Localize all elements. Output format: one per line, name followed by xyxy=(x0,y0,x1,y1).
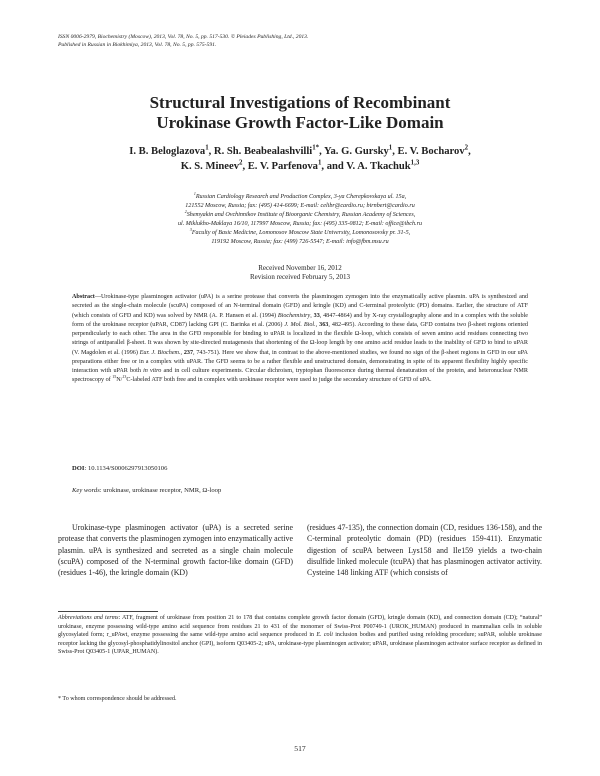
author-name: K. S. Mineev xyxy=(180,161,239,172)
header-line-2: Published in Russian in Biokhimiya, 2013, Vol. 78, No. 5, pp. 575-591. xyxy=(58,42,217,48)
author-list xyxy=(60,144,540,174)
keywords xyxy=(72,486,221,495)
header-line-1: ISSN 0006-2979, Biochemistry (Moscow), 2013, Vol. 78, No. 5, pp. 517-530. © Pleiades Publishing, Ltd., 2013. xyxy=(58,34,309,40)
author-sup: 1 xyxy=(205,144,209,152)
author-line-2: K. S. Mineev$^2$, E. V. Parfenova$^1$, and V. A. Tkachuk$^{1,3}$ xyxy=(180,159,420,172)
body-column-left: Urokinase-type plasminogen activator (uPA) is a secreted serine protease that converts the plasminogen zymogen into enzymatically active plasmin. uPA is synthesized and secreted as a single chain molecule (scuPA) composed of the N-terminal growth factor-like domain (GFD) (residues 1-46), the kringle domain (KD) xyxy=(58,523,293,578)
correspondence-note: * To whom correspondence should be addressed. xyxy=(58,696,177,702)
author-name: Ya. G. Gursky xyxy=(324,146,389,157)
abstract: Abstract—Urokinase-type plasminogen activator (uPA) is a serine protease that converts the plasminogen zymogen into the enzymatically active plasmin. uPA is synthesized and secreted as the single-chain molecule (scuPA) composed of an N-terminal domain (GFD) and kringle (KD) and C-terminal proteolytic (PD) domains. Earlier, the structure of ATF (which consists of GFD and KD) was solved by NMR (A. P. Hansen et al. (1994) Biochemistry, 33, 4847-4864) and by X-ray crystallography alone and in a complex with the soluble form of the urokinase receptor (uPAR, CD87) lacking GPI (C. Barinka et al. (2006) J. Mol. Biol., 363, 482-495). According to these data, GFD contains two β-sheet regions oriented perpendicularly to each other. The area in the GFD responsible for binding to uPAR is localized in the flexible Ω-loop, which consists of seven amino acid residues connecting two strings of antiparallel β-sheet. It was shown by site-directed mutagenesis that shortening of the Ω-loop length by one amino acid residue leads to the inability of GFD to bind to uPAR (V. Magdolen et al. (1996) Eur. J. Biochem., 237, 743-751). Here we show that, in contrast to the above-mentioned studies, we found no sign of the β-sheet regions in GFD in our uPA preparations either free or in a complex with uPAR. The GFD seems to be a rather flexible and unstructured domain, demonstrating in spite of its apparent flexibility highly specific interaction with uPAR both in vitro and in cell culture experiments. Circular dichroism, tryptophan fluorescence during thermal denaturation of the protein, and heteronuclear NMR spectroscopy of $^{15}$N/$^{13}$C-labeled ATF both free and in complex with urokinase receptor were used to judge the secondary structure of GFD of uPA. xyxy=(72,294,528,384)
author-sup: 1 xyxy=(317,159,322,167)
author-name: E. V. Bocharov xyxy=(397,146,465,157)
author-name: R. Sh. Beabealashvilli xyxy=(213,146,313,157)
title-line-2: Urokinase Growth Factor-Like Domain xyxy=(156,113,444,132)
author-sup: 1,3 xyxy=(410,159,420,167)
footnote-divider xyxy=(58,611,158,612)
author-sup: 1 xyxy=(388,144,393,152)
author-name: V. A. Tkachuk xyxy=(346,161,411,172)
journal-header xyxy=(58,33,308,49)
author-name: I. B. Beloglazova xyxy=(129,146,206,157)
author-sup: 2 xyxy=(464,144,469,152)
doi xyxy=(72,464,167,473)
keywords-value: : urokinase, urokinase receptor, NMR, Ω-loop xyxy=(99,487,222,494)
affiliation-2: $^2$Shemyakin and Ovchinnikov Institute of Bioorganic Chemistry, Russian Academy of Sciences, xyxy=(184,209,416,219)
doi-label: DOI xyxy=(72,465,85,472)
affiliations: $^1$Russian Cardiology Research and Production Complex, 3-ya Cherepkovskaya ul. 15a, 121552 Moscow, Russia; fax: (495) 414-6699; E-mail: celibr@cardio.ru; birnbert@cardio.ru $^2$Shemyakin and Ovchinnikov Institute of Bioorganic Chemistry, Russian Academy of Sciences, ul. Miklukho-Maklaya 16/10, 117997 Moscow, Russia; fax: (495) 335-0812; E-mail: office@ibch.ru $^3$Faculty of Basic Medicine, Lomonosov Moscow State University, Lomonosovsky pr. 31-5, 119192 Moscow, Russia; fax: (499) 726-5547; E-mail: info@fbm.msu.ru xyxy=(60,193,540,248)
keywords-label: Key words xyxy=(72,487,100,494)
received-dates xyxy=(0,264,600,282)
revision-date: Revision received February 5, 2013 xyxy=(249,273,351,281)
affiliation-3: $^3$Faculty of Basic Medicine, Lomonosov Moscow State University, Lomonosovsky pr. 31-5, xyxy=(189,227,411,237)
author-name: E. V. Parfenova xyxy=(247,161,318,172)
body-column-right: (residues 47-135), the connection domain (CD, residues 136-158), and the C-terminal proteolytic domain (PD) (residues 159-411). Enzymatic digestion of scuPA between Lys158 and Ile159 yields a two-chain disulfide linked molecule (tcuPA) that has plasminogen activator activity. Cysteine 148 linking ATF (which consists of xyxy=(307,523,542,578)
footnote-label: Abbreviations and terms xyxy=(58,615,119,621)
abbreviations-footnote: Abbreviations and terms: ATF, fragment of urokinase from position 21 to 178 that contains complete growth factor domain (GFD), kringle domain (KD), and connection domain (CD); “natural” urokinase, enzyme possessing wild-type amino acid sequence from residues 21 to 431 of the monomer of Swiss-Prot P00749-1 (UROK_HUMAN) produced in mammalian cells in soluble glycosylated form; r_uPAwt, enzyme possessing the same wild-type amino acid sequence produced in E. coli inclusion bodies and purified using refolding procedure; suPAR, soluble urokinase receptor lacking the glycosyl-phosphatidylinositol anchor (GPI), isoform Q03405-2; uPA, urokinase-type plasminogen activator; uPAR, urokinase plasminogen activator surface receptor as defined in Swiss-Prot Q03405-1 (UPAR_HUMAN). xyxy=(58,615,542,656)
page-number: 517 xyxy=(294,744,306,753)
article-title xyxy=(0,93,600,133)
author-sup: 2 xyxy=(239,159,243,167)
received-date: Received November 16, 2012 xyxy=(258,264,342,272)
title-line-1: Structural Investigations of Recombinant xyxy=(149,93,451,112)
abstract-label: Abstract xyxy=(72,294,95,300)
doi-value: : 10.1134/S0006297913050106 xyxy=(84,465,168,472)
author-sup: 1* xyxy=(312,144,320,152)
author-line-1: I. B. Beloglazova$^1$, R. Sh. Beabealashvilli$^{1*}$, Ya. G. Gursky$^1$, E. V. Bocharov$^2$, xyxy=(129,144,471,157)
affiliation-1: $^1$Russian Cardiology Research and Production Complex, 3-ya Cherepkovskaya ul. 15a, xyxy=(193,190,407,200)
